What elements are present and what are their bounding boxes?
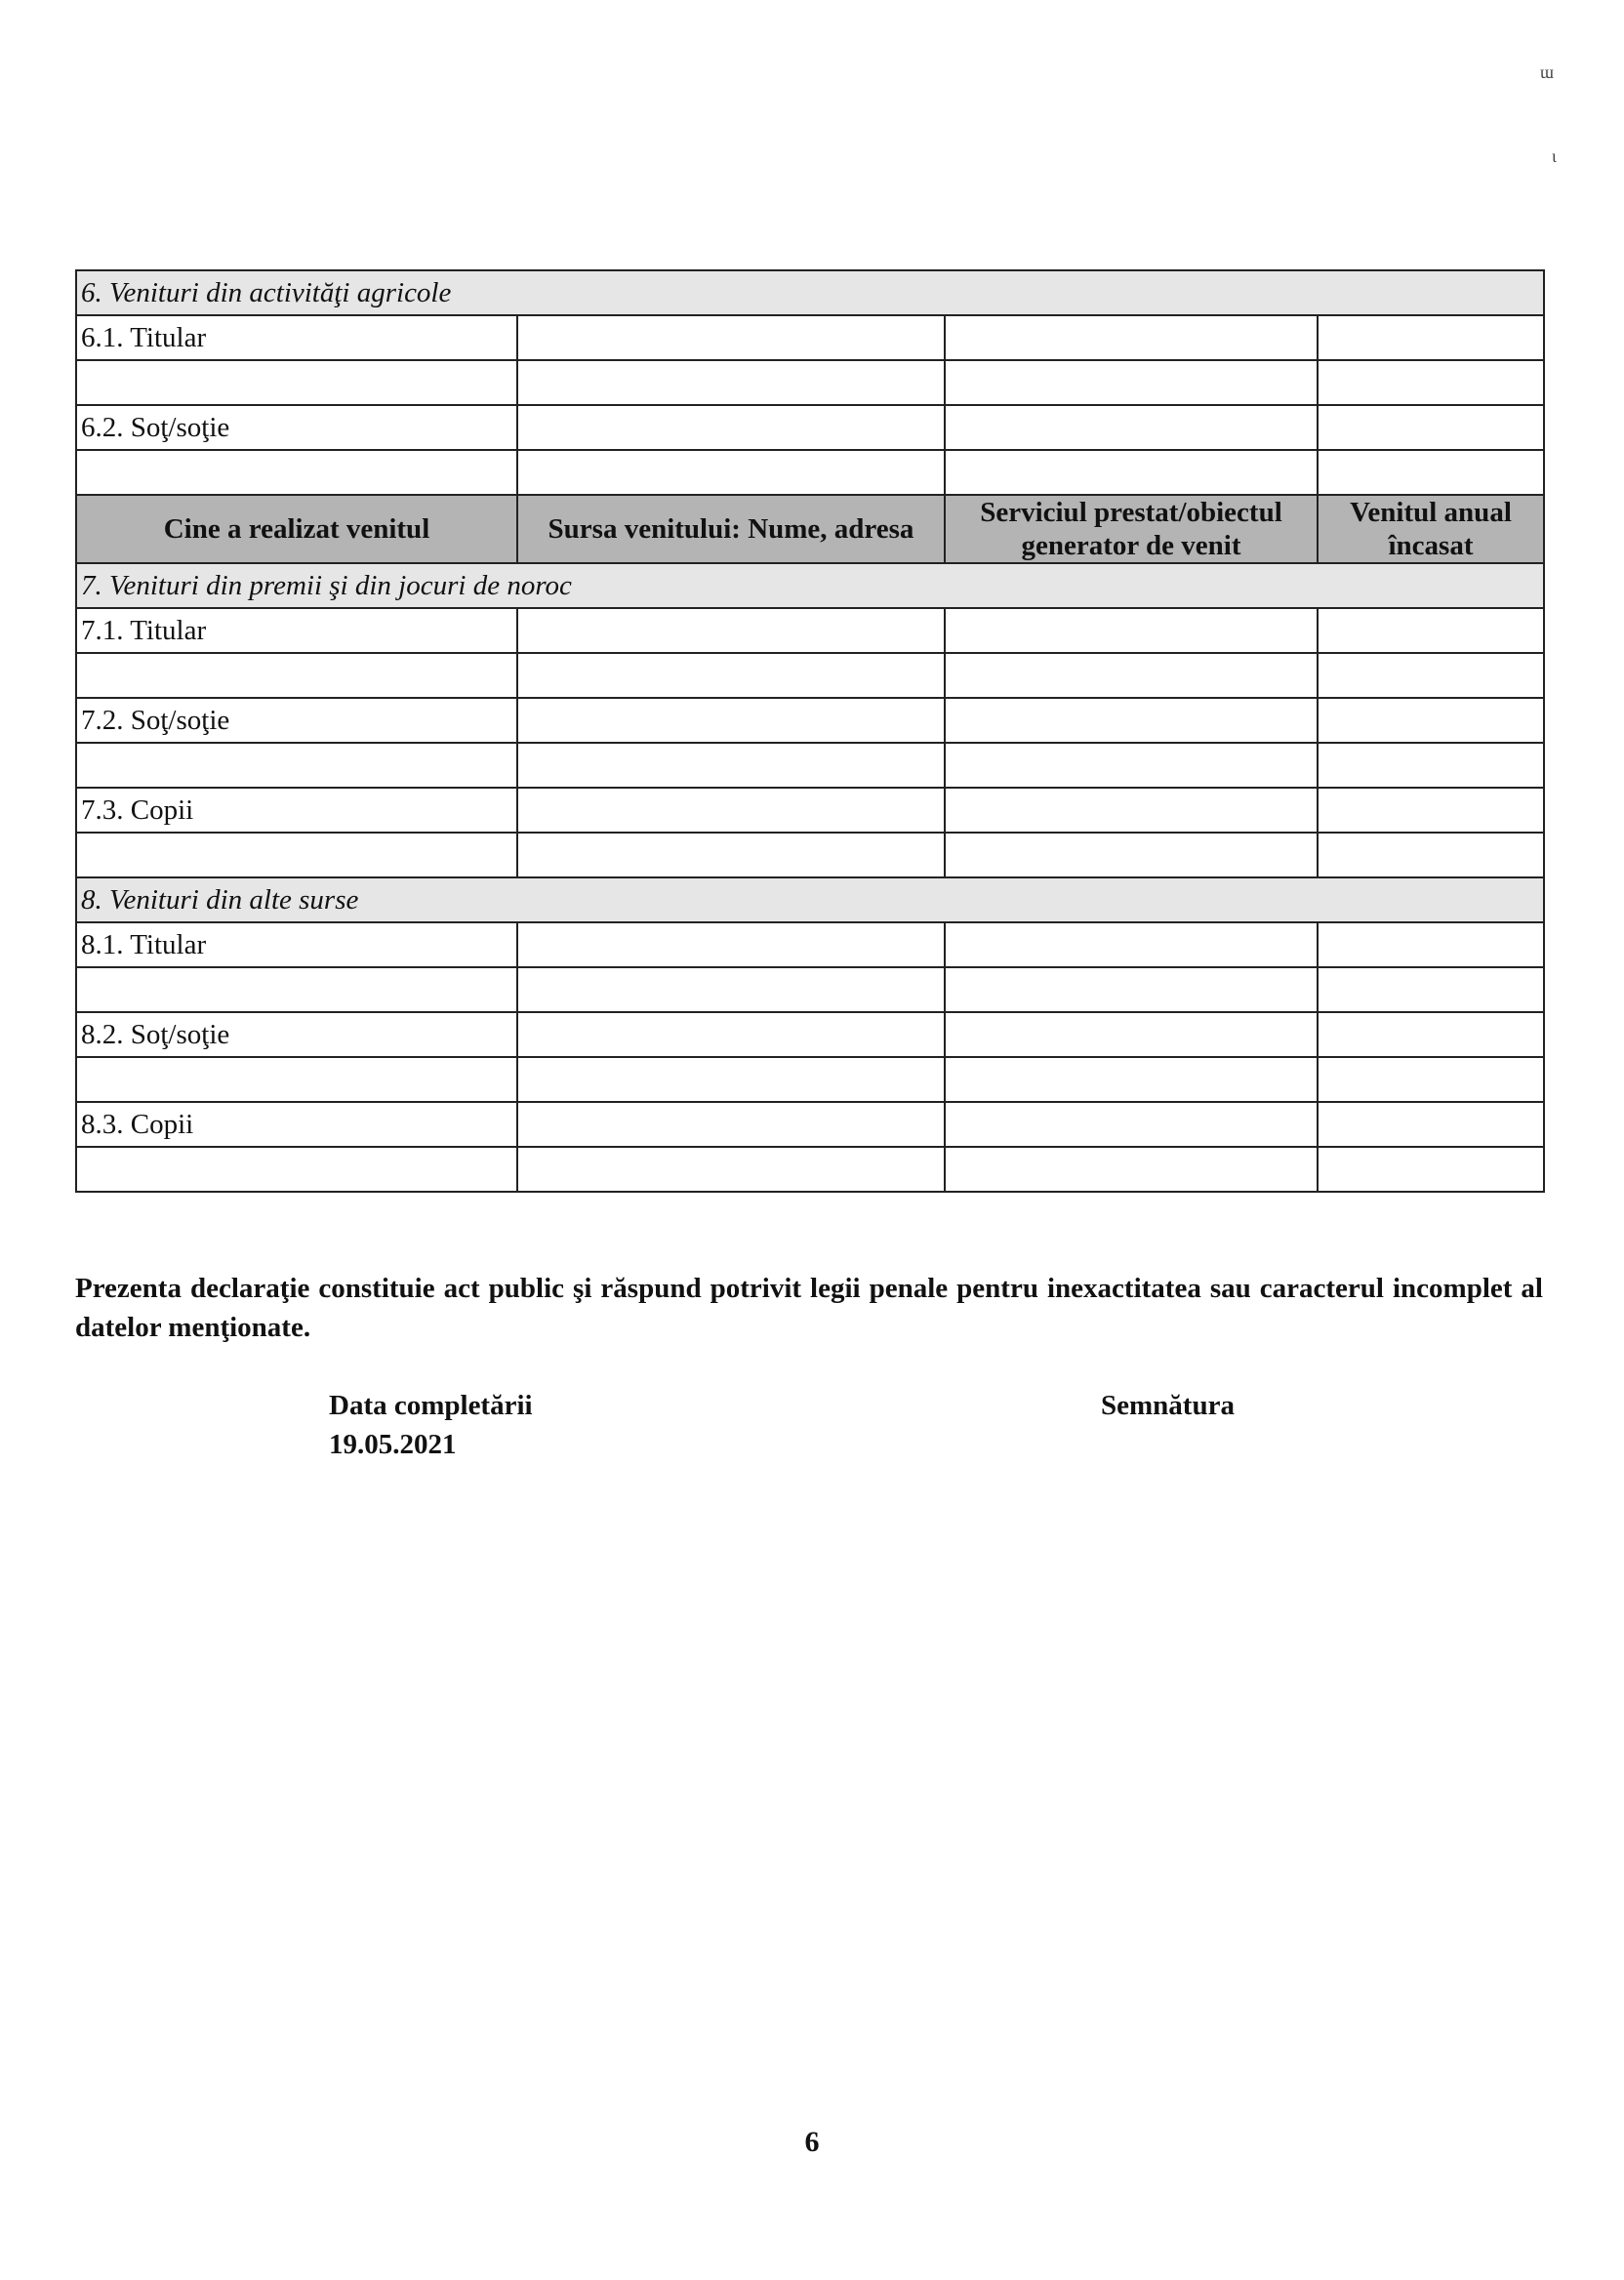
table-row: [76, 922, 1544, 967]
table-row: [76, 788, 1544, 833]
table-row: [76, 1012, 1544, 1057]
row-label: 8.2. Soţ/soţie: [76, 1012, 517, 1057]
table-row: [76, 315, 1544, 360]
row-label: [76, 967, 517, 1012]
row-label: 7.2. Soţ/soţie: [76, 698, 517, 743]
signature-label: Semnătura: [1101, 1390, 1235, 1421]
row-label: [76, 450, 517, 495]
date-label: Data completării: [329, 1390, 533, 1421]
date-block: [329, 1386, 533, 1464]
column-header-row: [76, 495, 1544, 563]
row-label: [76, 1147, 517, 1192]
header-service: Serviciul prestat/obiectul generator de venit: [945, 495, 1318, 563]
declaration-statement: Prezenta declaraţie constituie act public şi răspund potrivit legii penale pentru inexactitatea sau caracterul incomplet al datelor menţionate.: [75, 1273, 1543, 1343]
table-row: [76, 1102, 1544, 1147]
row-label: [76, 360, 517, 405]
table-row: [76, 1057, 1544, 1102]
table-row: [76, 360, 1544, 405]
row-label: [76, 833, 517, 877]
table-row: [76, 450, 1544, 495]
table-row: [76, 405, 1544, 450]
row-label: 7.3. Copii: [76, 788, 517, 833]
section-6-header: [76, 270, 1544, 315]
header-source: Sursa venitului: Nume, adresa: [517, 495, 945, 563]
section-7-header: [76, 563, 1544, 608]
row-label: 6.1. Titular: [76, 315, 517, 360]
page-number: 6: [804, 2126, 820, 2158]
section-title: 8. Venituri din alte surse: [76, 877, 1544, 922]
table-row: [76, 967, 1544, 1012]
table-row: [76, 608, 1544, 653]
header-who: Cine a realizat venitul: [76, 495, 517, 563]
header-income: Venitul anual încasat: [1318, 495, 1544, 563]
row-label: 6.2. Soţ/soţie: [76, 405, 517, 450]
section-title: 6. Venituri din activităţi agricole: [76, 270, 1544, 315]
date-value: 19.05.2021: [329, 1429, 457, 1460]
section-title: 7. Venituri din premii şi din jocuri de noroc: [76, 563, 1544, 608]
section-8-header: [76, 877, 1544, 922]
row-label: [76, 653, 517, 698]
income-table: [75, 269, 1545, 1193]
row-label: [76, 743, 517, 788]
table-row: [76, 833, 1544, 877]
table-row: [76, 653, 1544, 698]
scan-mark: ɯ: [1540, 62, 1555, 82]
row-label: 7.1. Titular: [76, 608, 517, 653]
row-label: 8.3. Copii: [76, 1102, 517, 1147]
table-row: [76, 698, 1544, 743]
table-row: [76, 743, 1544, 788]
table-row: [76, 1147, 1544, 1192]
row-label: 8.1. Titular: [76, 922, 517, 967]
scan-mark: ɩ: [1552, 146, 1557, 166]
row-label: [76, 1057, 517, 1102]
